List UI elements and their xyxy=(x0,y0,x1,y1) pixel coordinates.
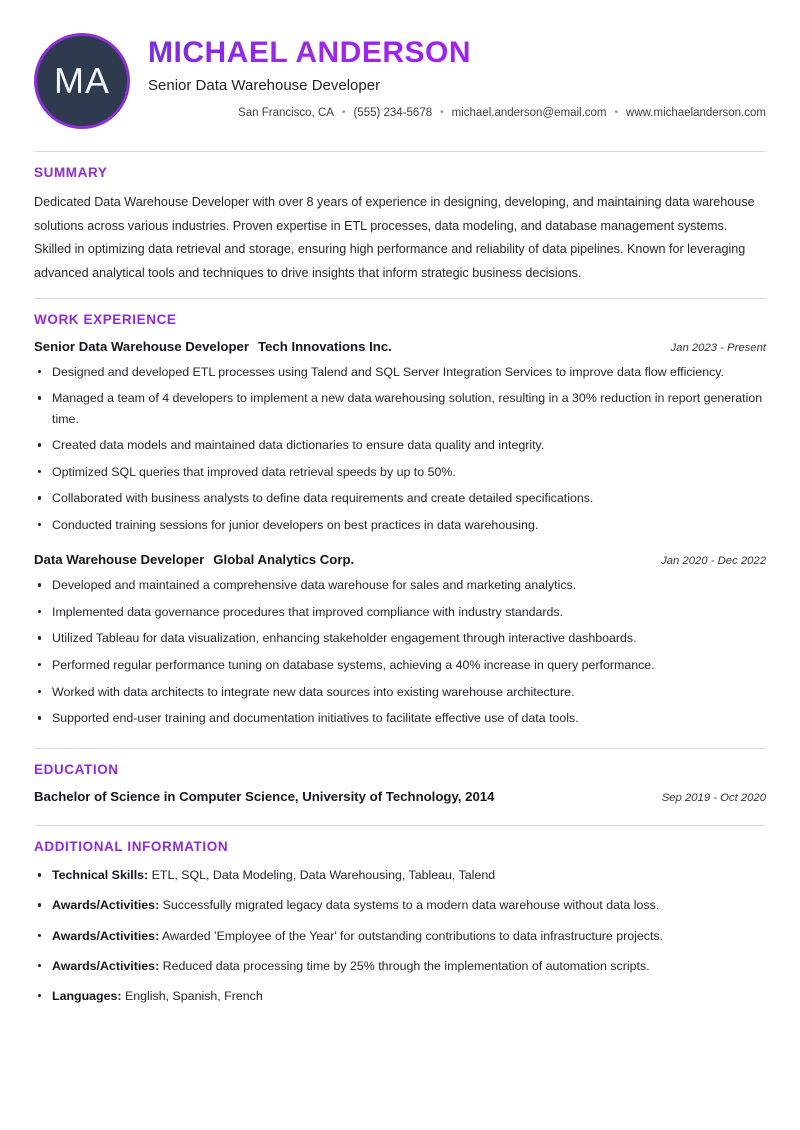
list-item: Performed regular performance tuning on database systems, achieving a 40% increase in query performance. xyxy=(34,655,766,675)
list-item xyxy=(34,956,766,976)
info-label: Awards/Activities: xyxy=(52,958,160,973)
experience-bullets xyxy=(34,575,766,728)
info-value: Successfully migrated legacy data systems to a modern data warehouse without data loss. xyxy=(162,898,660,913)
education-item xyxy=(34,788,766,805)
list-item: Worked with data architects to integrate new data sources into existing warehouse architecture. xyxy=(34,682,766,702)
experience-date: Jan 2020 - Dec 2022 xyxy=(661,555,766,567)
info-value: ETL, SQL, Data Modeling, Data Warehousing, Tableau, Talend xyxy=(151,868,496,883)
resume-header xyxy=(34,30,766,139)
section-title-additional-information: ADDITIONAL INFORMATION xyxy=(34,839,229,855)
education-date: Sep 2019 - Oct 2020 xyxy=(661,792,766,805)
experience-item xyxy=(34,551,766,728)
experience-heading xyxy=(34,551,354,568)
list-item: Created data models and maintained data dictionaries to ensure data quality and integrity. xyxy=(34,435,766,455)
avatar-initials: MA xyxy=(54,60,110,101)
experience-company: Global Analytics Corp. xyxy=(213,552,355,567)
list-item: Designed and developed ETL processes using Talend and SQL Server Integration Services to improve data flow efficiency. xyxy=(34,362,766,382)
experience-company: Tech Innovations Inc. xyxy=(257,338,392,354)
contact-line xyxy=(148,105,766,122)
contact-website[interactable]: www.michaelanderson.com xyxy=(626,107,766,120)
info-label: Languages: xyxy=(52,988,122,1003)
experience-position: Data Warehouse Developer xyxy=(34,552,205,567)
section-title-work-experience: WORK EXPERIENCE xyxy=(34,311,177,327)
experience-date: Jan 2023 - Present xyxy=(670,341,766,354)
list-item: Collaborated with business analysts to define data requirements and create detailed specifications. xyxy=(34,488,766,508)
page-title: MICHAEL ANDERSON xyxy=(148,36,472,69)
header-text-block xyxy=(148,30,766,122)
list-item xyxy=(34,986,766,1006)
summary-text: Dedicated Data Warehouse Developer with over 8 years of experience in designing, developing, and maintaining data warehouse solutions across various industries. Proven expertise in ETL processes, data modeling, and database management systems. Skilled in optimizing data retrieval and storage, ensuring high performance and reliability of data pipelines. Known for leveraging advanced analytical tools and techniques to drive insights that inform strategic business decisions. xyxy=(34,195,755,281)
section-education xyxy=(34,749,766,805)
list-item: Developed and maintained a comprehensive data warehouse for sales and marketing analytics. xyxy=(34,575,766,595)
list-item xyxy=(34,865,766,885)
contact-separator-icon: • xyxy=(341,107,346,119)
contact-separator-icon: • xyxy=(614,107,619,119)
contact-location: San Francisco, CA xyxy=(238,107,334,120)
section-additional-information xyxy=(34,826,766,1005)
info-label: Technical Skills: xyxy=(52,868,149,883)
list-item xyxy=(34,895,766,915)
additional-information-list xyxy=(34,865,766,1005)
section-title-summary: SUMMARY xyxy=(34,165,108,180)
list-item: Supported end-user training and documentation initiatives to facilitate effective use of data tools. xyxy=(34,708,766,728)
info-value: Awarded 'Employee of the Year' for outstanding contributions to data infrastructure projects. xyxy=(161,928,664,943)
section-work-experience xyxy=(34,299,766,729)
experience-heading xyxy=(34,338,392,355)
education-degree: Bachelor of Science in Computer Science, University of Technology, 2014 xyxy=(34,789,495,805)
list-item: Conducted training sessions for junior developers on best practices in data warehousing. xyxy=(34,515,766,535)
list-item: Managed a team of 4 developers to implement a new data warehousing solution, resulting in a 30% reduction in report generation time. xyxy=(34,388,766,428)
info-label: Awards/Activities: xyxy=(52,898,160,913)
section-title-education: EDUCATION xyxy=(34,762,119,778)
avatar xyxy=(34,33,130,129)
list-item: Utilized Tableau for data visualization, enhancing stakeholder engagement through interactive dashboards. xyxy=(34,628,766,648)
experience-position: Senior Data Warehouse Developer xyxy=(34,338,249,354)
list-item: Implemented data governance procedures that improved compliance with industry standards. xyxy=(34,602,766,622)
list-item xyxy=(34,926,766,946)
info-value: Reduced data processing time by 25% through the implementation of automation scripts. xyxy=(162,958,650,973)
section-summary xyxy=(34,152,766,286)
experience-header xyxy=(34,338,766,355)
contact-email[interactable]: michael.anderson@email.com xyxy=(451,107,607,120)
experience-header xyxy=(34,551,766,568)
list-item: Optimized SQL queries that improved data retrieval speeds by up to 50%. xyxy=(34,462,766,482)
contact-phone: (555) 234-5678 xyxy=(353,107,433,120)
header-job-title: Senior Data Warehouse Developer xyxy=(148,76,381,94)
info-label: Awards/Activities: xyxy=(52,928,160,943)
info-value: English, Spanish, French xyxy=(125,988,263,1003)
contact-separator-icon: • xyxy=(440,107,444,119)
experience-bullets xyxy=(34,362,766,535)
experience-item xyxy=(34,338,766,535)
